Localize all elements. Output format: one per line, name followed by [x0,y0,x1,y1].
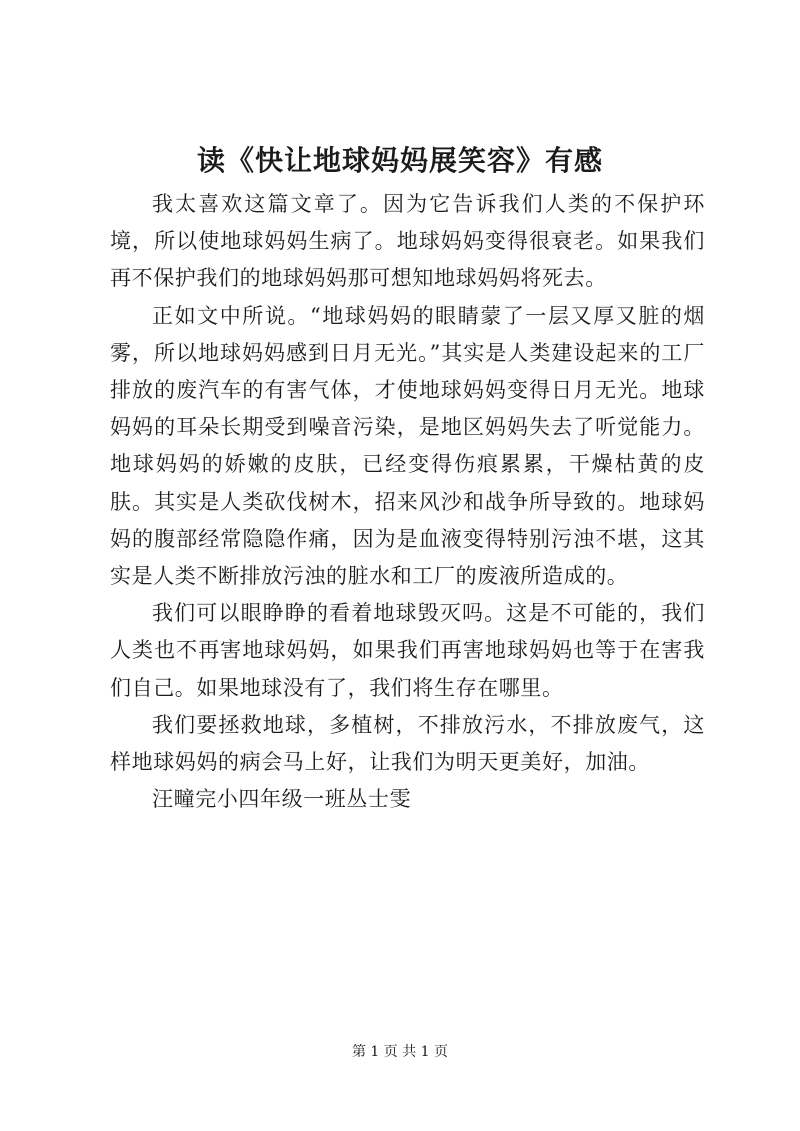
paragraph-4: 我们要拯救地球，多植树，不排放污水，不排放废气，这样地球妈妈的病会马上好，让我们为明天更美好，加油。 [110,712,705,775]
paragraph-3: 我们可以眼睁睁的看着地球毁灭吗。这是不可能的，我们人类也不再害地球妈妈，如果我们再害地球妈妈也等于在害我们自己。如果地球没有了，我们将生存在哪里。 [110,601,705,700]
page-footer: 第 1 页 共 1 页 [351,1044,449,1060]
document-title: 读《快让地球妈妈展笑容》有感 [196,144,603,177]
paragraph-1: 我太喜欢这篇文章了。因为它告诉我们人类的不保护环境，所以使地球妈妈生病了。地球妈妈变得很衰老。如果我们再不保护我们的地球妈妈那可想知地球妈妈将死去。 [110,192,705,291]
signature: 汪疃完小四年级一班丛士雯 [152,787,412,812]
paragraph-2: 正如文中所说。“地球妈妈的眼睛蒙了一层又厚又脏的烟雾，所以地球妈妈感到日月无光。”其实是人类建设起来的工厂排放的废汽车的有害气体，才使地球妈妈变得日月无光。地球妈妈的耳朵长期受到噪音污染，是地区妈妈失去了听觉能力。地球妈妈的娇嫩的皮肤，已经变得伤痕累累，干燥枯黄的皮肤。其实是人类砍伐树木，招来风沙和战争所导致的。地球妈妈的腹部经常隐隐作痛，因为是血液变得特别污浊不堪，这其实是人类不断排放污浊的脏水和工厂的废液所造成的。 [110,303,705,589]
document-body [110,186,705,818]
